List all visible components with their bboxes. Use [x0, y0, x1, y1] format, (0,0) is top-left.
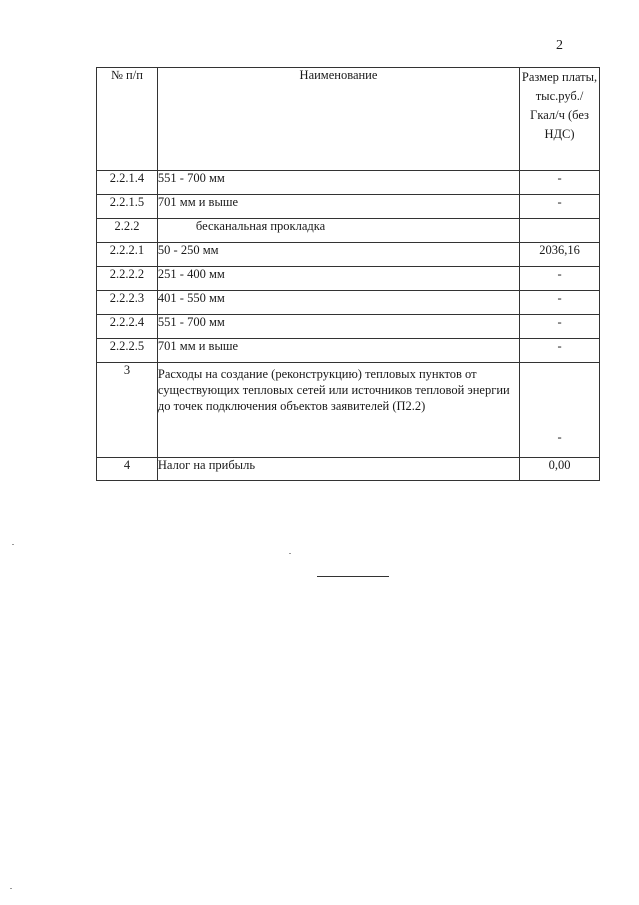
row-name: 50 - 250 мм: [157, 243, 519, 267]
row-num: 2.2.1.5: [97, 195, 158, 219]
row-name: 701 мм и выше: [157, 339, 519, 363]
tariff-table: [96, 67, 600, 481]
row-num: 2.2.2.1: [97, 243, 158, 267]
row-name: бесканальная прокладка: [157, 219, 519, 243]
row-num: 2.2.2.4: [97, 315, 158, 339]
table-row: [97, 315, 600, 339]
row-value: -: [520, 171, 600, 195]
row-name: 701 мм и выше: [157, 195, 519, 219]
row-num: 2.2.2.2: [97, 267, 158, 291]
row-num: 3: [97, 363, 158, 458]
row-name: Расходы на создание (реконструкцию) тепловых пунктов от существующих тепловых сетей или источников тепловой энергии до точек подключения объектов заявителей (П2.2): [157, 363, 519, 458]
table-row: [97, 171, 600, 195]
header-num: № п/п: [97, 68, 158, 171]
table-row: [97, 195, 600, 219]
row-value: 2036,16: [520, 243, 600, 267]
row-value: -: [520, 315, 600, 339]
table-row: [97, 267, 600, 291]
row-num: 2.2.1.4: [97, 171, 158, 195]
page-number: 2: [556, 38, 563, 53]
table-row: [97, 363, 600, 458]
row-num: 2.2.2.3: [97, 291, 158, 315]
row-value: -: [520, 291, 600, 315]
table-row: [97, 291, 600, 315]
row-value: -: [520, 339, 600, 363]
row-value: -: [520, 267, 600, 291]
table-row: [97, 458, 600, 481]
scan-speck: [12, 544, 14, 545]
row-num: 4: [97, 458, 158, 481]
scan-speck: [289, 553, 291, 554]
header-name: Наименование: [157, 68, 519, 171]
table-row: [97, 339, 600, 363]
row-value: 0,00: [520, 458, 600, 481]
row-num: 2.2.2: [97, 219, 158, 243]
table-header-row: [97, 68, 600, 171]
row-value: [520, 219, 600, 243]
table-row: [97, 219, 600, 243]
header-value: Размер платы, тыс.руб./ Гкал/ч (без НДС): [520, 68, 600, 171]
row-num: 2.2.2.5: [97, 339, 158, 363]
row-name: 551 - 700 мм: [157, 315, 519, 339]
scan-speck: [10, 888, 12, 889]
row-name: Налог на прибыль: [157, 458, 519, 481]
closing-rule: [317, 576, 389, 577]
row-value: -: [520, 195, 600, 219]
row-name: 251 - 400 мм: [157, 267, 519, 291]
row-name: 401 - 550 мм: [157, 291, 519, 315]
row-value: -: [520, 363, 600, 458]
row-name: 551 - 700 мм: [157, 171, 519, 195]
table-row: [97, 243, 600, 267]
